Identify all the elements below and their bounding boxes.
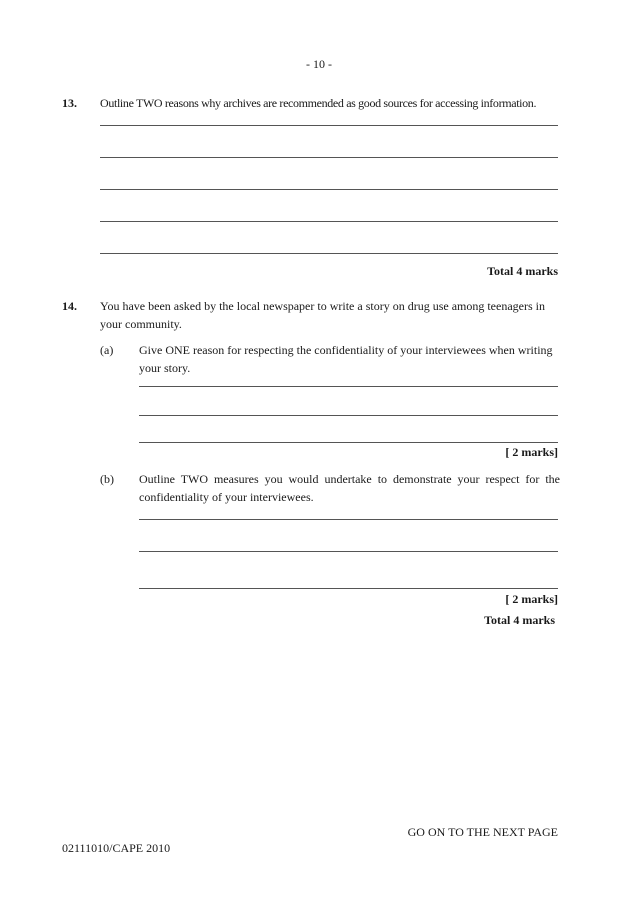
- paper-code: 02111010/CAPE 2010: [62, 841, 171, 855]
- answer-line[interactable]: [139, 442, 558, 443]
- page-number: - 10 -: [306, 57, 332, 71]
- part-b-marks: [ 2 marks]: [505, 592, 558, 606]
- answer-line[interactable]: [139, 551, 558, 552]
- question-13-text: Outline TWO reasons why archives are recommended as good sources for accessing information.: [100, 96, 537, 110]
- answer-line[interactable]: [139, 386, 558, 387]
- answer-line[interactable]: [139, 415, 558, 416]
- question-13-number: 13.: [62, 96, 77, 110]
- part-a-text: Give ONE reason for respecting the confidentiality of your interviewees when writing your story.: [139, 343, 553, 375]
- answer-line[interactable]: [100, 125, 558, 126]
- answer-line[interactable]: [100, 253, 558, 254]
- part-a-label: (a): [100, 343, 114, 357]
- part-b-label: (b): [100, 472, 114, 486]
- question-14-total-marks: Total 4 marks: [484, 613, 555, 627]
- question-13-total-marks: Total 4 marks: [487, 264, 558, 278]
- answer-line[interactable]: [100, 221, 558, 222]
- next-page-note: GO ON TO THE NEXT PAGE: [407, 825, 558, 839]
- part-b-text: Outline TWO measures you would undertake to demonstrate your respect for the confidentiality of your interviewees.: [139, 472, 560, 504]
- question-14-number: 14.: [62, 299, 77, 313]
- question-14-text: You have been asked by the local newspaper to write a story on drug use among teenagers in your community.: [100, 299, 545, 331]
- answer-line[interactable]: [139, 588, 558, 589]
- part-a-marks: [ 2 marks]: [505, 445, 558, 459]
- answer-line[interactable]: [100, 189, 558, 190]
- answer-line[interactable]: [100, 157, 558, 158]
- answer-line[interactable]: [139, 519, 558, 520]
